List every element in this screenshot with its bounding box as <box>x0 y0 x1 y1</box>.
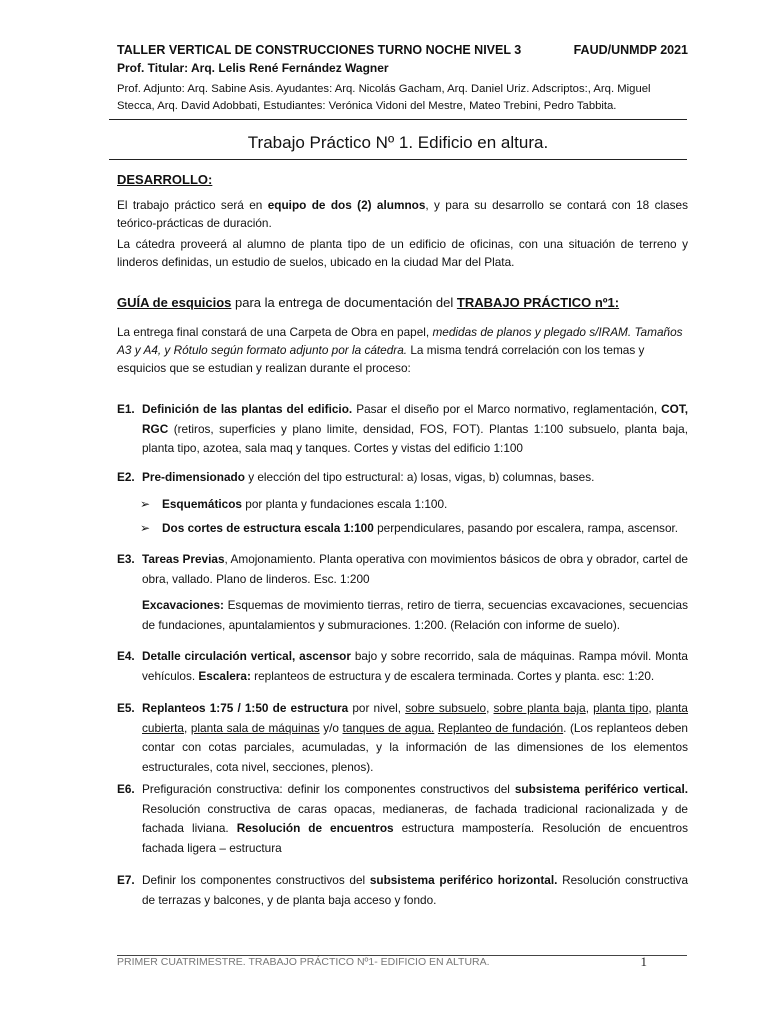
page-footer <box>117 956 687 968</box>
item-text: Detalle circulación vertical, ascensor bajo y sobre recorrido, sala de máquinas. Rampa móvil. Monta vehículos. Escalera: replanteos de estructura y de escalera terminada. Cortes y planta. esc: 1:20. <box>142 649 688 683</box>
title-top-rule <box>109 119 687 120</box>
header-course-line <box>117 43 688 57</box>
page-number: 1 <box>640 954 647 969</box>
item-label: E5. <box>117 701 135 715</box>
item-text: Pre-dimensionado y elección del tipo estructural: a) losas, vigas, b) columnas, bases. <box>142 470 595 484</box>
item-text: Definir los componentes constructivos del subsistema periférico horizontal. Resolución constructiva de terrazas y balcones, y de planta baja acceso y fondo. <box>142 873 689 907</box>
item-e6 <box>117 780 688 860</box>
item-e4 <box>117 647 688 687</box>
document-page: TALLER VERTICAL DE CONSTRUCCIONES TURNO NOCHE NIVEL 3 FAUD/UNMDP 2021 Prof. Titular: Arq. Lelis René Fernández Wagner Prof. Adjunto: Arq. Sabine Asis. Ayudantes: Arq. Nicolás Gacham, Arq. Daniel Uriz. Adscriptos:, Arq. Miguel Stecca, Arq. David Adobbati, Estudiantes: Verónica Vidoni del Mestre, Mateo Trebini, Pedro Tabbita. Trabajo Práctico Nº 1. Edificio en altura. DESARROLLO: El trabajo práctico será en equipo de dos (2) alumnos, y para su desarrollo se contará con 18 clases teórico-prácticas de duración. La cátedra proveerá al alumno de planta tipo de un edificio de oficinas, con una situación de terreno y linderos definidas, un estudio de suelos, ubicado en la ciudad Mar del Plata. GUÍA de esquicios para la entrega de documentación del TRABAJO PRÁCTICO nº1: La entrega final constará de una Carpeta de Obra en papel, medidas de planos y plegado s/IRAM. Tamaños A3 y A4, y Rótulo según formato adjunto por la cátedra. La misma tendrá correlación con los temas y esquicios que se estudian y realizan durante el proceso: E1. Definición de las plantas del edificio. Pasar el diseño por el Marco normativo, reglamentación, COT, RGC (retiros, superficies y plano limite, densidad, FOS, FOT). Plantas 1:100 subsuelo, planta baja, planta tipo, azotea, sala maq y tanques. Cortes y vistas del edificio 1:100 E2. Pre-dimensionado y elección del tipo estructural: a) losas, vigas, b) columnas, bases. ➢ Esquemáticos por planta y fundaciones escala 1:100. ➢ Dos cortes de estructura escala 1:100 perpendiculares, pasando por escalera, rampa, ascensor. E3. Tareas Previas, Amojonamiento. Planta operativa con movimientos básicos de obra y obrador, cartel de obra, vallado. Plano de linderos. Esc. 1:200 Excavaciones: Esquemas de movimiento tierras, retiro de tierra, secuencias excavaciones, secuencias de fundaciones, apuntalamientos y submuraciones. 1:200. (Relación con informe de suelo). E4. Detalle circulación vertical, ascensor bajo y sobre recorrido, sala de máquinas. Rampa móvil. Monta vehículos. Escalera: replanteos de estructura y de escalera terminada. Cortes y planta. esc: 1:20. E5. Replanteos 1:75 / 1:50 de estructura por nivel, sobre subsuelo, sobre planta baja, planta tipo, planta cubierta, planta sala de máquinas y/o tanques de agua. Replanteo de fundación. (Los replanteos deben contar con cotas parciales, acumuladas, y la información de las dimensiones de los elementos estructurales, cota nivel, secciones, plenos). E6. Prefiguración constructiva: definir los componentes constructivos del subsistema periférico vertical. Resolución constructiva de caras opacas, medianeras, de fachada tradicional racionalizada y de fachada liviana. Resolución de encuentros estructura mampostería. Resolución de encuentros fachada ligera – estructura E7. Definir los componentes constructivos del subsistema periférico horizontal. Resolución constructiva de terrazas y balcones, y de planta baja acceso y fondo. PRIMER CUATRIMESTRE. TRABAJO PRÁCTICO Nº1- EDIFICIO EN ALTURA. 1 <box>0 0 768 1024</box>
item-e3-subparagraph: Excavaciones: Esquemas de movimiento tierras, retiro de tierra, secuencias excavaciones, secuencias de fundaciones, apuntalamientos y submuraciones. 1:200. (Relación con informe de suelo). <box>142 598 688 632</box>
item-text: Replanteos 1:75 / 1:50 de estructura por nivel, sobre subsuelo, sobre planta baja, planta tipo, planta cubierta, planta sala de máquinas y/o tanques de agua. Replanteo de fundación. (Los replanteos deben contar con cotas parciales, acumuladas, y la información de las dimensiones de los elementos estructurales, cota nivel, secciones, plenos). <box>142 701 688 774</box>
item-e5 <box>117 699 688 779</box>
item-e1 <box>117 400 688 460</box>
footer-text: PRIMER CUATRIMESTRE. TRABAJO PRÁCTICO Nº1- EDIFICIO EN ALTURA. <box>117 956 490 968</box>
page-title: Trabajo Práctico Nº 1. Edificio en altura. <box>247 133 549 152</box>
arrow-bullet-icon: ➢ <box>140 497 150 511</box>
arrow-bullet-icon: ➢ <box>140 521 150 535</box>
item-e3 <box>117 550 688 590</box>
item-text: Tareas Previas, Amojonamiento. Planta operativa con movimientos básicos de obra y obrador, cartel de obra, vallado. Plano de linderos. Esc. 1:200 <box>142 552 688 586</box>
item-text: Prefiguración constructiva: definir los componentes constructivos del subsistema periférico vertical. Resolución constructiva de caras opacas, medianeras, de fachada tradicional racionalizada y de fachada liviana. Resolución de encuentros estructura mampostería. Resolución de encuentros fachada ligera – estructura <box>142 782 689 855</box>
item-label: E4. <box>117 649 135 663</box>
item-label: E1. <box>117 402 135 416</box>
desarrollo-paragraph-2: La cátedra proveerá al alumno de planta tipo de un edificio de oficinas, con una situación de terreno y linderos definidas, un estudio de suelos, ubicado en la ciudad Mar del Plata. <box>117 237 688 269</box>
course-title: TALLER VERTICAL DE CONSTRUCCIONES TURNO NOCHE NIVEL 3 <box>117 43 522 57</box>
item-e2 <box>117 468 688 488</box>
guia-intro: La entrega final constará de una Carpeta de Obra en papel, medidas de planos y plegado s/IRAM. Tamaños A3 y A4, y Rótulo según formato adjunto por la cátedra. La misma tendrá correlación con los temas y esquicios que se estudian y realizan durante el proceso: <box>117 325 683 375</box>
desarrollo-heading: DESARROLLO: <box>117 172 213 187</box>
desarrollo-paragraph-1: El trabajo práctico será en equipo de dos (2) alumnos, y para su desarrollo se contará con 18 clases teórico-prácticas de duración. <box>117 198 689 230</box>
item-label: E2. <box>117 470 135 484</box>
header-staff: Prof. Adjunto: Arq. Sabine Asis. Ayudantes: Arq. Nicolás Gacham, Arq. Daniel Uriz. Adscriptos:, Arq. Miguel Stecca, Arq. David Adobbati, Estudiantes: Verónica Vidoni del Mestre, Mateo Trebini, Pedro Tabbita. <box>117 83 651 112</box>
title-bottom-rule <box>109 159 687 160</box>
item-e7 <box>117 871 688 911</box>
guia-heading: GUÍA de esquicios para la entrega de documentación del TRABAJO PRÁCTICO nº1: <box>117 295 620 310</box>
header-professor: Prof. Titular: Arq. Lelis René Fernández Wagner <box>117 61 389 75</box>
item-label: E3. <box>117 552 135 566</box>
item-text: Definición de las plantas del edificio. Pasar el diseño por el Marco normativo, reglamentación, COT, RGC (retiros, superficies y plano limite, densidad, FOS, FOT). Plantas 1:100 subsuelo, planta baja, planta tipo, azotea, sala maq y tanques. Cortes y vistas del edificio 1:100 <box>142 402 688 455</box>
institution-year: FAUD/UNMDP 2021 <box>573 43 688 57</box>
item-label: E6. <box>117 782 135 796</box>
item-label: E7. <box>117 873 135 887</box>
